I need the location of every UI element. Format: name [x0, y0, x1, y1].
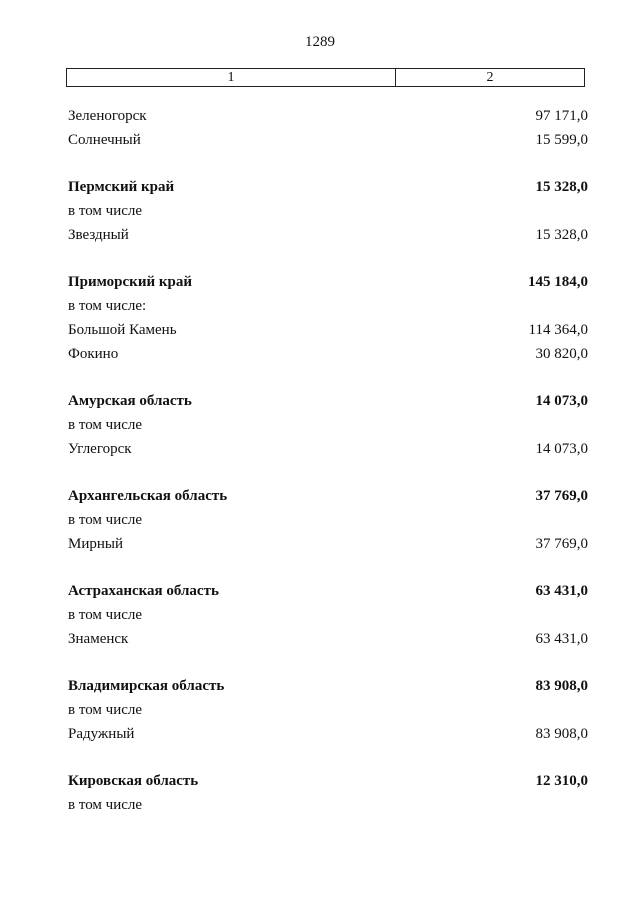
row-name: Приморский край — [68, 274, 192, 290]
table-row — [68, 770, 588, 792]
row-value: 15 599,0 — [535, 132, 588, 148]
table-row — [68, 794, 588, 816]
row-value: 12 310,0 — [535, 773, 588, 789]
row-name: в том числе — [68, 702, 143, 718]
table-row — [68, 580, 588, 602]
table-row — [68, 390, 588, 412]
table-row — [68, 723, 588, 745]
row-value: 37 769,0 — [535, 536, 588, 552]
row-value: 30 820,0 — [535, 346, 588, 362]
row-name: Зеленогорск — [68, 108, 147, 124]
row-name: Большой Камень — [68, 322, 177, 338]
row-value: 63 431,0 — [535, 583, 588, 599]
row-name: Знаменск — [68, 631, 129, 647]
table-row — [68, 604, 588, 626]
table-row — [68, 271, 588, 293]
table-row — [68, 509, 588, 531]
row-value: 14 073,0 — [535, 441, 588, 457]
table-row — [68, 628, 588, 650]
row-name: в том числе: — [68, 298, 147, 314]
table-row — [68, 414, 588, 436]
row-name: Солнечный — [68, 132, 141, 148]
row-name: Мирный — [68, 536, 123, 552]
row-value: 63 431,0 — [535, 631, 588, 647]
table-row — [68, 533, 588, 555]
column-header-row — [66, 68, 585, 87]
table-row — [68, 129, 588, 151]
row-value: 15 328,0 — [535, 227, 588, 243]
row-name: в том числе — [68, 607, 143, 623]
table-row — [68, 319, 588, 341]
row-name: Астраханская область — [68, 583, 219, 599]
row-value: 14 073,0 — [535, 393, 588, 409]
row-name: в том числе — [68, 512, 143, 528]
row-name: Фокино — [68, 346, 119, 362]
table-row — [68, 485, 588, 507]
column-header-1: 1 — [67, 69, 396, 86]
row-name: Архангельская область — [68, 488, 228, 504]
table-row — [68, 224, 588, 246]
row-name: Звездный — [68, 227, 129, 243]
table-row — [68, 699, 588, 721]
row-value: 97 171,0 — [535, 108, 588, 124]
row-value: 15 328,0 — [535, 179, 588, 195]
table-row — [68, 438, 588, 460]
table-row — [68, 675, 588, 697]
table-row — [68, 176, 588, 198]
column-header-2: 2 — [486, 70, 494, 85]
table-row — [68, 200, 588, 222]
row-name: в том числе — [68, 203, 143, 219]
row-name: в том числе — [68, 797, 143, 813]
table-row — [68, 343, 588, 365]
row-value: 145 184,0 — [528, 274, 588, 290]
table-row — [68, 105, 588, 127]
row-value: 114 364,0 — [528, 322, 588, 338]
row-name: Амурская область — [68, 393, 192, 409]
page-number: 1289 — [305, 34, 335, 50]
row-value: 83 908,0 — [535, 726, 588, 742]
row-name: Радужный — [68, 726, 135, 742]
row-name: Кировская область — [68, 773, 199, 789]
row-value: 83 908,0 — [535, 678, 588, 694]
row-name: Углегорск — [68, 441, 132, 457]
row-value: 37 769,0 — [535, 488, 588, 504]
table-row — [68, 295, 588, 317]
row-name: Пермский край — [68, 179, 175, 195]
row-name: Владимирская область — [68, 678, 225, 694]
row-name: в том числе — [68, 417, 143, 433]
